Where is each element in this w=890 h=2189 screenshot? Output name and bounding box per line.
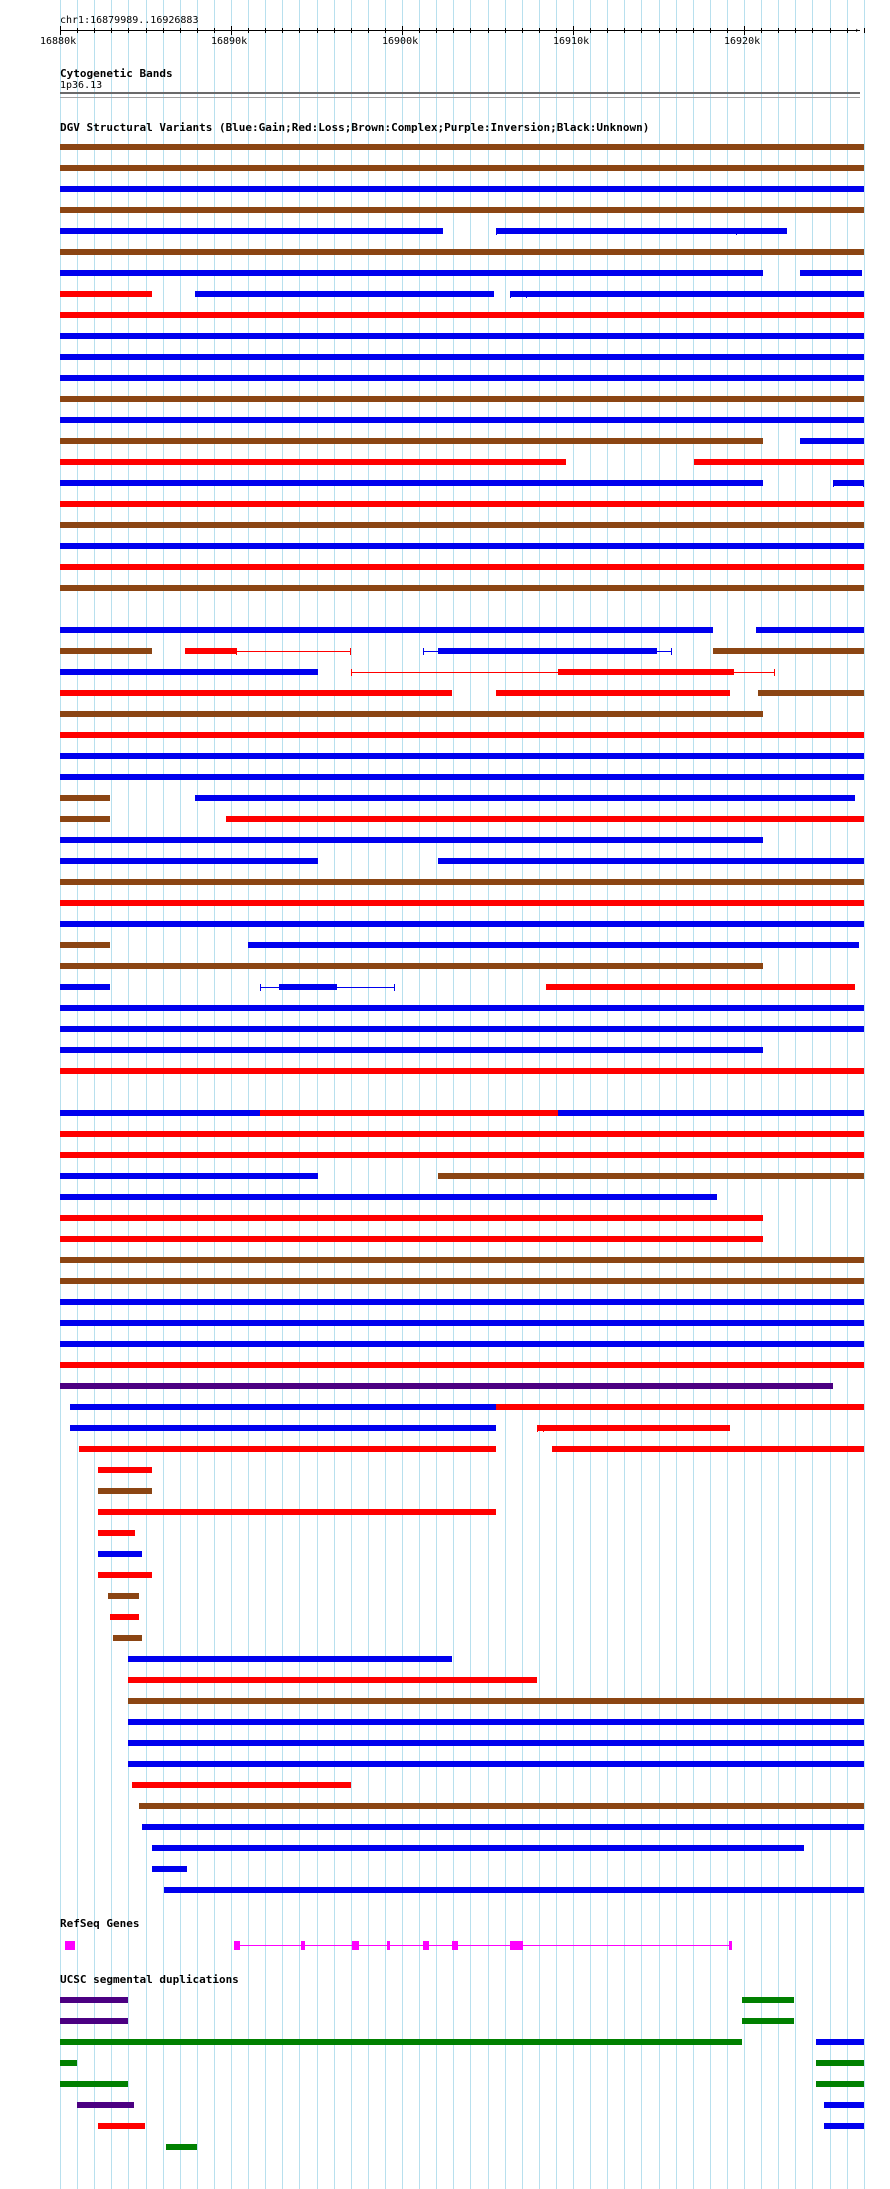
- ruler-minor-tick: [282, 28, 283, 33]
- variant-bar[interactable]: [185, 648, 236, 654]
- ruler-minor-tick: [624, 28, 625, 33]
- segdup-bar[interactable]: [98, 2123, 146, 2129]
- ruler-minor-tick: [830, 28, 831, 33]
- variant-bar[interactable]: [98, 1530, 136, 1536]
- variant-bar[interactable]: [60, 753, 864, 759]
- grid-line: [761, 0, 762, 2189]
- variant-bar[interactable]: [713, 648, 863, 654]
- gene-exon[interactable]: [729, 1941, 732, 1950]
- grid-line: [693, 0, 694, 2189]
- variant-bar[interactable]: [139, 1803, 864, 1809]
- variant-bar[interactable]: [561, 1110, 864, 1116]
- variant-bar[interactable]: [128, 1761, 863, 1767]
- variant-bar[interactable]: [60, 186, 864, 192]
- variant-bar[interactable]: [128, 1677, 537, 1683]
- segdup-bar[interactable]: [60, 2018, 128, 2024]
- grid-line: [488, 0, 489, 2189]
- grid-line: [197, 0, 198, 2189]
- variant-bar[interactable]: [496, 690, 730, 696]
- segdup-bar[interactable]: [60, 2081, 128, 2087]
- variant-bar[interactable]: [800, 438, 863, 444]
- variant-bar[interactable]: [60, 711, 763, 717]
- grid-line: [470, 0, 471, 2189]
- variant-bar[interactable]: [60, 900, 864, 906]
- variant-bar[interactable]: [60, 438, 763, 444]
- variant-bar[interactable]: [98, 1467, 153, 1473]
- variant-bar[interactable]: [60, 270, 763, 276]
- variant-bar[interactable]: [60, 648, 152, 654]
- ruler-minor-tick: [470, 28, 471, 33]
- ruler-minor-tick: [522, 28, 523, 33]
- variant-end-tick: [671, 648, 672, 655]
- variant-end-tick: [260, 984, 261, 991]
- ruler-major-tick: [573, 26, 574, 35]
- variant-bar[interactable]: [60, 963, 763, 969]
- ruler-minor-tick: [248, 28, 249, 33]
- variant-bar[interactable]: [60, 1047, 763, 1053]
- ruler-major-tick: [231, 26, 232, 35]
- ruler-minor-tick: [505, 28, 506, 33]
- grid-line: [556, 0, 557, 2189]
- ruler-minor-tick: [77, 28, 78, 33]
- grid-line: [744, 0, 745, 2189]
- grid-line: [505, 0, 506, 2189]
- ruler-minor-tick: [812, 28, 813, 33]
- grid-line: [111, 0, 112, 2189]
- cytoband-bar[interactable]: [60, 92, 860, 94]
- ruler-minor-tick: [539, 28, 540, 33]
- segdup-bar[interactable]: [77, 2102, 133, 2108]
- variant-bar[interactable]: [60, 1215, 763, 1221]
- ruler-minor-tick: [317, 28, 318, 33]
- grid-line: [727, 0, 728, 2189]
- ruler-minor-tick: [111, 28, 112, 33]
- variant-bar[interactable]: [60, 375, 864, 381]
- variant-bar[interactable]: [60, 984, 110, 990]
- segdup-bar[interactable]: [60, 2060, 77, 2066]
- grid-line: [522, 0, 523, 2189]
- variant-bar[interactable]: [260, 1110, 558, 1116]
- ruler-minor-tick: [676, 28, 677, 33]
- variant-bar[interactable]: [195, 795, 855, 801]
- refseq-track-title: RefSeq Genes: [60, 1917, 140, 1930]
- segdup-bar[interactable]: [742, 2018, 793, 2024]
- variant-end-tick: [350, 648, 351, 655]
- variant-bar[interactable]: [438, 648, 657, 654]
- variant-bar[interactable]: [142, 1824, 864, 1830]
- ruler-arrow: →: [852, 25, 859, 36]
- ruler-minor-tick: [368, 28, 369, 33]
- variant-bar[interactable]: [60, 333, 864, 339]
- variant-bar[interactable]: [60, 480, 763, 486]
- variant-bar[interactable]: [132, 1782, 351, 1788]
- grid-line: [128, 0, 129, 2189]
- grid-line: [282, 0, 283, 2189]
- grid-line: [847, 0, 848, 2189]
- variant-bar[interactable]: [694, 459, 863, 465]
- grid-line: [778, 0, 779, 2189]
- variant-bar[interactable]: [128, 1740, 863, 1746]
- ruler-minor-tick: [163, 28, 164, 33]
- variant-bar[interactable]: [152, 1866, 186, 1872]
- ruler-minor-tick: [146, 28, 147, 33]
- variant-bar[interactable]: [552, 1446, 863, 1452]
- gene-exon[interactable]: [301, 1941, 304, 1950]
- ruler-minor-tick: [556, 28, 557, 33]
- variant-bar[interactable]: [558, 669, 734, 675]
- grid-line: [163, 0, 164, 2189]
- grid-line: [180, 0, 181, 2189]
- gene-intron-line[interactable]: [234, 1945, 732, 1946]
- variant-bar[interactable]: [60, 816, 110, 822]
- variant-bar[interactable]: [546, 984, 856, 990]
- variant-bar[interactable]: [79, 1446, 496, 1452]
- gene-exon[interactable]: [423, 1941, 430, 1950]
- variant-bar[interactable]: [60, 144, 864, 150]
- variant-bar[interactable]: [60, 1131, 864, 1137]
- grid-line: [607, 0, 608, 2189]
- segdup-bar[interactable]: [60, 1997, 128, 2003]
- variant-bar[interactable]: [758, 690, 864, 696]
- cytoband-outline: [60, 97, 860, 98]
- variant-bar[interactable]: [164, 1887, 863, 1893]
- ruler-minor-tick: [265, 28, 266, 33]
- grid-line: [60, 0, 61, 2189]
- variant-bar[interactable]: [60, 1278, 864, 1284]
- variant-bar[interactable]: [60, 627, 713, 633]
- variant-bar[interactable]: [70, 1404, 496, 1410]
- grid-line: [641, 0, 642, 2189]
- variant-bar[interactable]: [60, 312, 864, 318]
- variant-bar[interactable]: [98, 1488, 153, 1494]
- cytoband-label: 1p36.13: [60, 80, 103, 91]
- variant-bar[interactable]: [60, 564, 864, 570]
- variant-bar[interactable]: [496, 1404, 864, 1410]
- segdup-bar[interactable]: [816, 2081, 864, 2087]
- ruler-minor-tick: [864, 28, 865, 33]
- segdup-bar[interactable]: [824, 2102, 863, 2108]
- segdup-bar[interactable]: [816, 2060, 864, 2066]
- variant-end-tick: [351, 669, 352, 676]
- variant-bar[interactable]: [60, 879, 864, 885]
- variant-bar[interactable]: [438, 1173, 864, 1179]
- ruler-minor-tick: [180, 28, 181, 33]
- grid-line: [624, 0, 625, 2189]
- variant-bar[interactable]: [438, 858, 864, 864]
- ruler-minor-tick: [214, 28, 215, 33]
- grid-line: [77, 0, 78, 2189]
- variant-bar[interactable]: [60, 732, 864, 738]
- segdup-bar[interactable]: [166, 2144, 197, 2150]
- grid-line: [317, 0, 318, 2189]
- grid-line: [539, 0, 540, 2189]
- gene-exon[interactable]: [65, 1941, 75, 1950]
- variant-bar[interactable]: [60, 795, 110, 801]
- cytoband-track-title: Cytogenetic Bands: [60, 67, 173, 80]
- variant-bar[interactable]: [60, 942, 110, 948]
- variant-end-tick: [236, 648, 237, 655]
- variant-bar[interactable]: [279, 984, 337, 990]
- variant-bar[interactable]: [226, 816, 864, 822]
- grid-line: [436, 0, 437, 2189]
- grid-line: [368, 0, 369, 2189]
- grid-line: [676, 0, 677, 2189]
- variant-bar[interactable]: [60, 354, 864, 360]
- variant-bar[interactable]: [800, 270, 862, 276]
- variant-bar[interactable]: [128, 1719, 863, 1725]
- ruler-tick-label: 16890k: [211, 36, 248, 47]
- ruler-tick-label: 16920k: [724, 36, 761, 47]
- variant-bar[interactable]: [60, 858, 318, 864]
- variant-bar[interactable]: [60, 522, 864, 528]
- variant-bar[interactable]: [60, 1299, 864, 1305]
- variant-bar[interactable]: [60, 543, 864, 549]
- grid-line: [812, 0, 813, 2189]
- gene-exon[interactable]: [510, 1941, 524, 1950]
- variant-bar[interactable]: [60, 1257, 864, 1263]
- variant-end-tick: [423, 648, 424, 655]
- ruler-minor-tick: [778, 28, 779, 33]
- variant-bar[interactable]: [60, 1362, 864, 1368]
- segdup-bar[interactable]: [824, 2123, 863, 2129]
- variant-bar[interactable]: [128, 1698, 863, 1704]
- ruler-minor-tick: [351, 28, 352, 33]
- variant-bar[interactable]: [60, 1383, 833, 1389]
- ruler-minor-tick: [436, 28, 437, 33]
- variant-bar[interactable]: [60, 207, 864, 213]
- variant-bar[interactable]: [60, 585, 864, 591]
- segdup-bar[interactable]: [742, 1997, 793, 2003]
- variant-bar[interactable]: [510, 291, 864, 297]
- variant-bar[interactable]: [60, 837, 763, 843]
- variant-bar[interactable]: [60, 774, 864, 780]
- ruler-minor-tick: [385, 28, 386, 33]
- grid-line: [334, 0, 335, 2189]
- variant-bar[interactable]: [60, 1152, 864, 1158]
- variant-end-tick: [774, 669, 775, 676]
- variant-end-tick: [394, 984, 395, 991]
- variant-bar[interactable]: [60, 1194, 717, 1200]
- gene-exon[interactable]: [352, 1941, 359, 1950]
- ruler-tick-label: 16910k: [553, 36, 590, 47]
- variant-bar[interactable]: [60, 690, 452, 696]
- ruler-minor-tick: [453, 28, 454, 33]
- dgv-track-title: DGV Structural Variants (Blue:Gain;Red:Loss;Brown:Complex;Purple:Inversion;Black:Unknown): [60, 121, 650, 134]
- ruler-minor-tick: [488, 28, 489, 33]
- variant-bar[interactable]: [60, 501, 864, 507]
- ruler-minor-tick: [727, 28, 728, 33]
- ruler-minor-tick: [197, 28, 198, 33]
- variant-bar[interactable]: [60, 396, 864, 402]
- grid-line: [710, 0, 711, 2189]
- grid-line: [146, 0, 147, 2189]
- variant-bar[interactable]: [128, 1656, 451, 1662]
- ruler-minor-tick: [590, 28, 591, 33]
- variant-bar[interactable]: [60, 1173, 318, 1179]
- segdup-track-title: UCSC segmental duplications: [60, 1973, 239, 1986]
- variant-bar[interactable]: [60, 249, 864, 255]
- ruler-minor-tick: [607, 28, 608, 33]
- ruler-minor-tick: [847, 28, 848, 33]
- grid-line: [351, 0, 352, 2189]
- ruler-minor-tick: [334, 28, 335, 33]
- grid-line: [265, 0, 266, 2189]
- ruler-minor-tick: [710, 28, 711, 33]
- variant-bar[interactable]: [60, 165, 864, 171]
- variant-bar[interactable]: [195, 291, 494, 297]
- variant-bar[interactable]: [60, 1236, 763, 1242]
- variant-bar[interactable]: [60, 1341, 864, 1347]
- ruler-minor-tick: [128, 28, 129, 33]
- ruler-minor-tick: [299, 28, 300, 33]
- ruler-minor-tick: [761, 28, 762, 33]
- grid-line: [214, 0, 215, 2189]
- grid-line: [795, 0, 796, 2189]
- ruler-tick-label: 16900k: [382, 36, 419, 47]
- grid-line: [453, 0, 454, 2189]
- ruler-major-tick: [402, 26, 403, 35]
- variant-bar[interactable]: [98, 1509, 496, 1515]
- gene-exon[interactable]: [452, 1941, 459, 1950]
- grid-line: [864, 0, 865, 2189]
- variant-bar[interactable]: [756, 627, 864, 633]
- grid-line: [590, 0, 591, 2189]
- ruler-major-tick: [60, 26, 61, 35]
- variant-bar[interactable]: [110, 1614, 139, 1620]
- variant-bar[interactable]: [496, 228, 787, 234]
- ruler-minor-tick: [659, 28, 660, 33]
- variant-bar[interactable]: [152, 1845, 804, 1851]
- grid-line: [385, 0, 386, 2189]
- variant-bar[interactable]: [248, 942, 858, 948]
- grid-line: [94, 0, 95, 2189]
- variant-bar[interactable]: [60, 417, 864, 423]
- ruler-minor-tick: [419, 28, 420, 33]
- segdup-bar[interactable]: [60, 2039, 742, 2045]
- ruler-minor-tick: [693, 28, 694, 33]
- grid-line: [830, 0, 831, 2189]
- variant-interval-line[interactable]: [236, 651, 351, 652]
- ruler-major-tick: [744, 26, 745, 35]
- variant-bar[interactable]: [60, 921, 864, 927]
- variant-bar[interactable]: [537, 1425, 730, 1431]
- gene-exon[interactable]: [234, 1941, 239, 1950]
- variant-bar[interactable]: [70, 1425, 496, 1431]
- variant-bar[interactable]: [60, 1026, 864, 1032]
- segdup-bar[interactable]: [816, 2039, 864, 2045]
- variant-bar[interactable]: [60, 669, 318, 675]
- grid-line: [231, 0, 232, 2189]
- ruler-minor-tick: [795, 28, 796, 33]
- variant-bar[interactable]: [98, 1572, 153, 1578]
- grid-line: [248, 0, 249, 2189]
- variant-bar[interactable]: [108, 1593, 139, 1599]
- variant-bar[interactable]: [833, 480, 864, 486]
- variant-bar[interactable]: [60, 459, 566, 465]
- grid-line: [419, 0, 420, 2189]
- variant-bar[interactable]: [60, 1068, 864, 1074]
- grid-line: [402, 0, 403, 2189]
- variant-bar[interactable]: [98, 1551, 142, 1557]
- position-label: chr1:16879989..16926883: [60, 15, 199, 26]
- ruler-minor-tick: [94, 28, 95, 33]
- variant-bar[interactable]: [60, 228, 443, 234]
- gene-exon[interactable]: [387, 1941, 390, 1950]
- variant-bar[interactable]: [113, 1635, 142, 1641]
- grid-line: [573, 0, 574, 2189]
- ruler-tick-label: 16880k: [40, 36, 77, 47]
- grid-line: [299, 0, 300, 2189]
- variant-bar[interactable]: [60, 1320, 864, 1326]
- variant-bar[interactable]: [60, 1005, 864, 1011]
- variant-bar[interactable]: [60, 291, 152, 297]
- grid-line: [659, 0, 660, 2189]
- ruler-minor-tick: [641, 28, 642, 33]
